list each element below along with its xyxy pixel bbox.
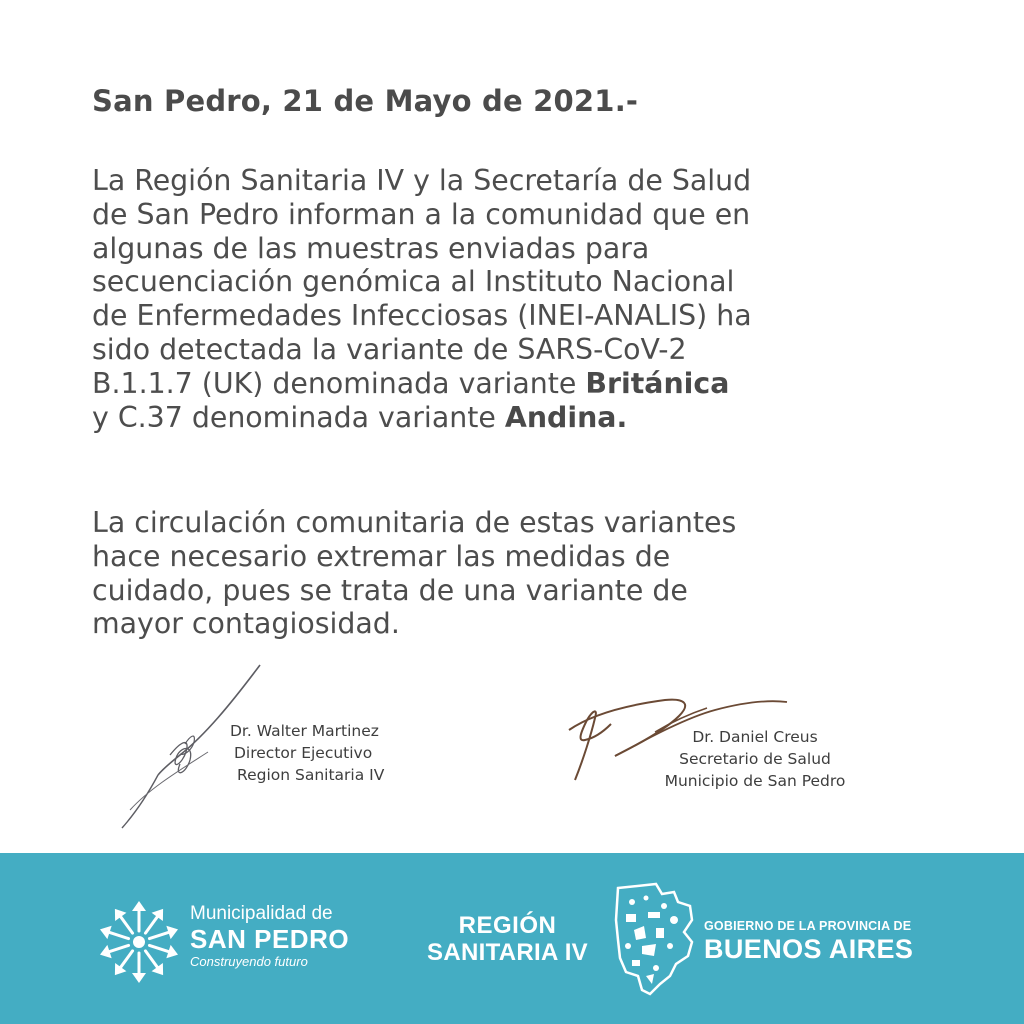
signatory-name: Dr. Walter Martinez (230, 722, 379, 740)
municipality-tagline: Construyendo futuro (190, 954, 308, 969)
signatory-role: Secretario de Salud (679, 750, 831, 768)
signatory-1 (230, 720, 384, 786)
paragraph-line: algunas de las muestras enviadas para (92, 231, 650, 265)
signatory-name: Dr. Daniel Creus (692, 728, 818, 746)
paragraph-line: mayor contagiosidad. (92, 607, 400, 641)
paragraph-line (92, 401, 992, 435)
sunburst-arrows-icon (92, 895, 186, 989)
paragraph-line: cuidado, pues se trata de una variante de (92, 573, 688, 607)
buenos-aires-province-map-icon (612, 880, 698, 998)
municipality-wordmark (190, 903, 349, 971)
municipality-line2: SAN PEDRO (190, 924, 350, 954)
variant-britanica: Británica (585, 366, 730, 400)
paragraph-line: secuenciación genómica al Instituto Nacional (92, 265, 735, 299)
region-wordmark (410, 912, 605, 966)
paragraph-line: sido detectada la variante de SARS-CoV-2 (92, 332, 687, 366)
paragraph-line: La circulación comunitaria de estas variantes (92, 506, 737, 539)
paragraph-line: de San Pedro informan a la comunidad que en (92, 197, 751, 231)
region-line2: SANITARIA IV (427, 939, 588, 966)
paragraph-line (92, 367, 992, 401)
warning-paragraph (92, 506, 992, 641)
region-line1: REGIÓN (458, 912, 557, 939)
signatory-role: Director Ejecutivo (234, 744, 373, 762)
province-wordmark (704, 918, 913, 964)
paragraph-line: La Región Sanitaria IV y la Secretaría de Salud (92, 164, 752, 197)
line-text: y C.37 denominada variante (92, 400, 505, 434)
variant-andina: Andina. (504, 400, 628, 434)
signatory-org: Region Sanitaria IV (237, 766, 385, 784)
date-heading: San Pedro, 21 de Mayo de 2021.- (92, 84, 639, 118)
paragraph-line: hace necesario extremar las medidas de (92, 539, 671, 573)
province-line2: BUENOS AIRES (704, 934, 914, 964)
signatory-org: Municipio de San Pedro (664, 772, 846, 790)
province-line1: GOBIERNO DE LA PROVINCIA DE (704, 919, 912, 933)
line-text: B.1.1.7 (UK) denominada variante (92, 366, 586, 400)
paragraph-line: de Enfermedades Infecciosas (INEI-ANALIS) ha (92, 299, 752, 333)
municipality-line1: Municipalidad de (190, 903, 333, 924)
announcement-paragraph (92, 164, 992, 434)
signatory-2 (640, 726, 870, 792)
